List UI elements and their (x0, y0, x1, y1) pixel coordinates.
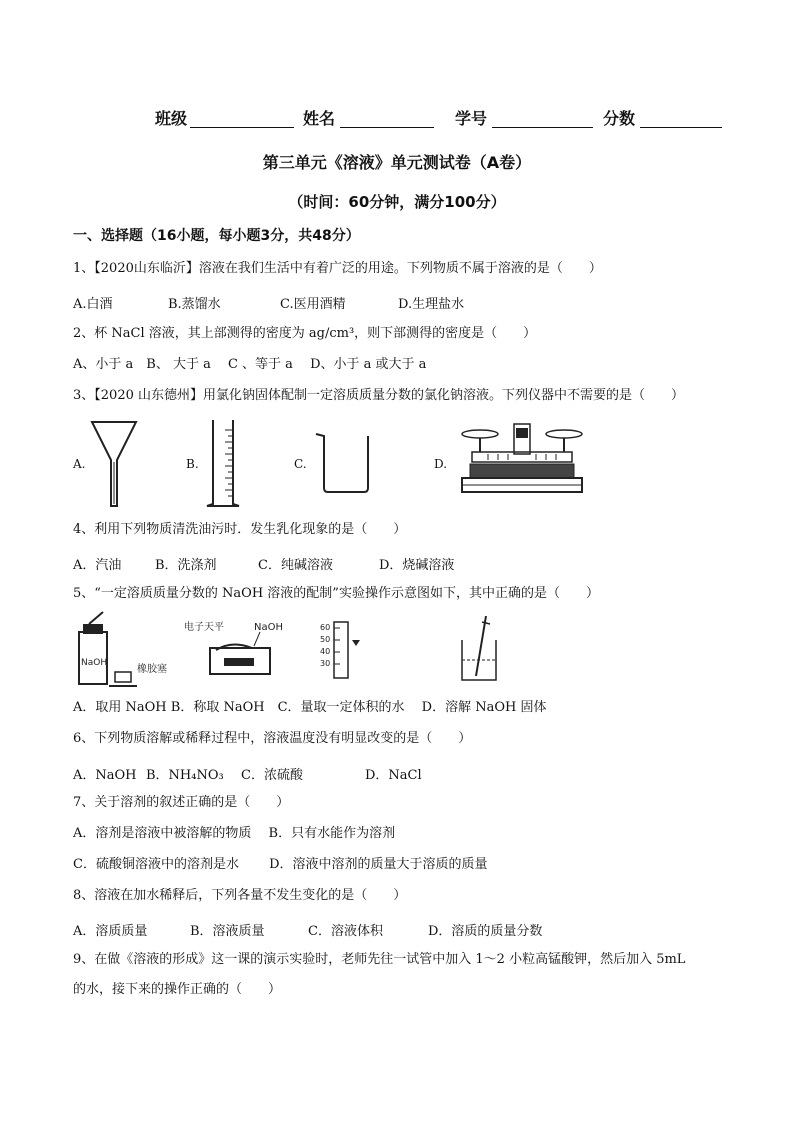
stopper-label: 橡胶塞 (137, 664, 167, 675)
q1-option-b: B.蒸馏水 (168, 297, 221, 312)
q1-option-a: A.白酒 (73, 297, 113, 312)
score-blank[interactable] (640, 127, 722, 128)
q8-option-b: B．溶液质量 (190, 924, 265, 939)
question-2-stem: 2、杯 NaCl 溶液，其上部测得的密度为 ag/cm³，则下部测得的密度是（ ） (73, 326, 537, 341)
measuring-cylinder-image (318, 618, 378, 682)
q3-label-d: D. (434, 457, 448, 471)
scale-tick-50: 50 (320, 635, 331, 644)
q8-option-c: C．溶液体积 (308, 924, 383, 939)
q1-option-d: D.生理盐水 (398, 297, 465, 312)
q3-label-c: C. (294, 457, 307, 471)
student-id-label: 学号 (455, 109, 488, 128)
name-label: 姓名 (303, 109, 336, 128)
graduated-cylinder-image (203, 416, 243, 512)
balance-naoh-label: NaOH (254, 622, 283, 633)
naoh-bottle-image (73, 610, 183, 690)
question-5-stem: 5、“一定溶质质量分数的 NaOH 溶液的配制”实验操作示意图如下，其中正确的是（ ） (73, 586, 599, 601)
question-6-stem: 6、下列物质溶解或稀释过程中，溶液温度没有明显改变的是（ ） (73, 731, 472, 746)
page-subtitle: （时间：60分钟，满分100分） (288, 193, 506, 211)
question-4-stem: 4、利用下列物质清洗油污时．发生乳化现象的是（ ） (73, 522, 407, 537)
electronic-balance-label: 电子天平 (184, 622, 224, 633)
question-3-stem: 3、【2020 山东德州】用氯化钠固体配制一定溶质质量分数的氯化钠溶液。下列仪器中不需要的是（ ） (73, 388, 684, 403)
q1-option-c: C.医用酒精 (280, 297, 346, 312)
q7-options-line-1: A．溶剂是溶液中被溶解的物质 B．只有水能作为溶剂 (73, 826, 396, 841)
q4-option-a: A．汽油 (73, 558, 122, 573)
class-label: 班级 (155, 109, 188, 128)
question-1-stem: 1、【2020山东临沂】溶液在我们生活中有着广泛的用途。下列物质不属于溶液的是（ ） (73, 261, 602, 276)
question-9-stem-line-2: 的水，接下来的操作正确的（ ） (73, 982, 282, 997)
scale-tick-40: 40 (320, 647, 331, 656)
q4-option-b: B．洗涤剂 (155, 558, 217, 573)
naoh-bottle-label: NaOH (81, 658, 108, 668)
balance-scale-image (458, 420, 586, 498)
q2-options: A、小于 a B、 大于 a C 、等于 a D、小于 a 或大于 a (73, 357, 427, 372)
q3-label-b: B. (186, 457, 199, 471)
electronic-balance-image (182, 618, 292, 682)
section-heading: 一、选择题（16小题，每小题3分，共48分） (73, 228, 360, 244)
class-blank[interactable] (190, 127, 294, 128)
q4-option-d: D．烧碱溶液 (379, 558, 455, 573)
q6-option-c: C．浓硫酸 (241, 768, 303, 783)
q4-option-c: C．纯碱溶液 (258, 558, 333, 573)
dissolving-beaker-image (456, 612, 506, 686)
q8-option-a: A．溶质质量 (73, 924, 148, 939)
q5-options: A．取用 NaOH B．称取 NaOH C．量取一定体积的水 D．溶解 NaOH 固体 (73, 700, 547, 715)
q3-label-a: A. (73, 457, 86, 471)
scale-tick-60: 60 (320, 623, 331, 632)
question-7-stem: 7、关于溶剂的叙述正确的是（ ） (73, 795, 290, 810)
question-8-stem: 8、溶液在加水稀释后，下列各量不发生变化的是（ ） (73, 888, 407, 903)
q6-option-a: A．NaOH (73, 768, 137, 783)
score-label: 分数 (603, 109, 636, 128)
q6-option-b: B．NH₄NO₃ (146, 768, 224, 783)
name-blank[interactable] (340, 127, 434, 128)
student-info-row (0, 106, 794, 132)
question-9-stem-line-1: 9、在做《溶液的形成》这一课的演示实验时，老师先往一试管中加入 1～2 小粒高锰酸钾，然后加入 5mL (73, 952, 686, 967)
q7-options-line-2: C．硫酸铜溶液中的溶剂是水 D．溶液中溶剂的质量大于溶质的质量 (73, 857, 488, 872)
q8-option-d: D．溶质的质量分数 (428, 924, 543, 939)
funnel-image (90, 418, 140, 510)
student-id-blank[interactable] (492, 127, 593, 128)
page-title: 第三单元《溶液》单元测试卷（A卷） (262, 153, 532, 172)
scale-tick-30: 30 (320, 659, 331, 668)
beaker-image (312, 430, 374, 496)
q6-option-d: D．NaCl (365, 768, 422, 783)
